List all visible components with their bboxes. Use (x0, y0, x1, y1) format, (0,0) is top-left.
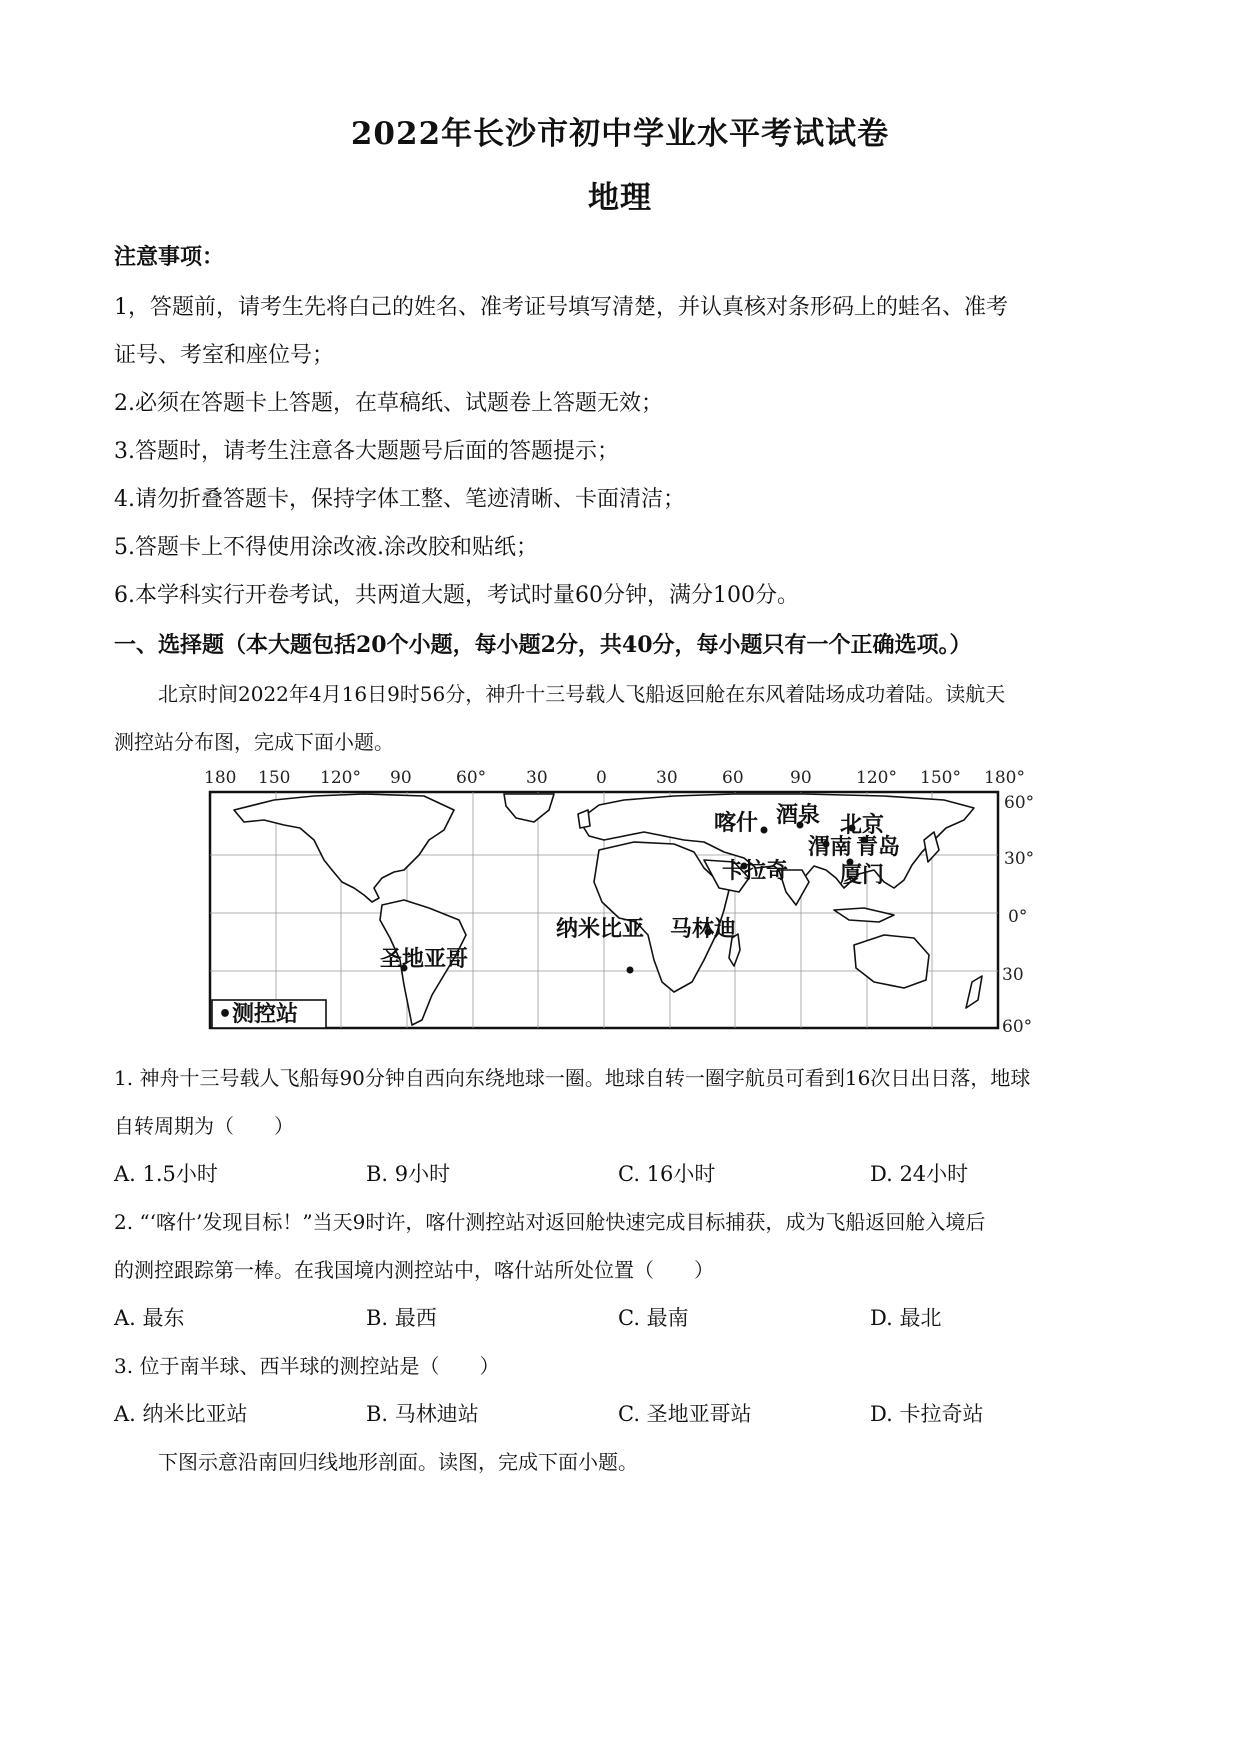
map-lon-label: 180° (984, 770, 1025, 788)
map-lat-label: 0° (1008, 907, 1028, 927)
exam-title: 2022年长沙市初中学业水平考试试卷 (350, 116, 890, 152)
station-label-namibia: 纳米比亚 (556, 917, 645, 942)
question-3-line: 3. 位于南半球、西半球的测控站是（ ） (114, 1354, 500, 1378)
question-1-line: 1. 神舟十三号载人飞船每90分钟自西向东绕地球一圈。地球自转一圈字航员可看到16次日出日落，地球 (114, 1066, 1031, 1090)
map-lon-label: 120° (856, 770, 897, 788)
q1-option-d[interactable]: D. 24小时 (870, 1162, 969, 1186)
question-2-line: 的测控跟踪第一棒。在我国境内测控站中，喀什站所处位置（ ） (114, 1258, 714, 1282)
q3-option-a[interactable]: A. 纳米比亚站 (114, 1402, 248, 1426)
map-lon-label: 150 (258, 770, 291, 788)
notice-item: 1，答题前，请考生先将白己的姓名、准考证号填写清楚，并认真核对条形码上的蛙名、准考 (114, 295, 1009, 320)
q2-option-d[interactable]: D. 最北 (870, 1306, 942, 1330)
q1-option-b[interactable]: B. 9小时 (366, 1162, 451, 1186)
notice-item: 6.本学科实行开卷考试，共两道大题，考试时量60分钟，满分100分。 (114, 583, 799, 608)
station-label-kashi: 喀什 (714, 811, 759, 836)
notice-heading: 注意事项： (114, 244, 225, 270)
station-label-weinan: 渭南 (808, 835, 853, 860)
british-isles (578, 810, 590, 828)
map-legend: •测控站 (218, 1002, 299, 1027)
map-lon-label: 30 (656, 770, 678, 788)
north-america (234, 794, 454, 902)
q2-option-a[interactable]: A. 最东 (114, 1306, 185, 1330)
q2-option-b[interactable]: B. 最西 (366, 1306, 437, 1330)
station-label-karachi: 卡拉奇 (722, 859, 789, 884)
map-lon-label: 90 (390, 770, 412, 788)
map-lon-label: 30 (526, 770, 548, 788)
station-dot-kashi (761, 827, 768, 834)
station-label-jiuquan: 酒泉 (776, 803, 821, 828)
map-lat-label: 60° (1004, 793, 1035, 813)
map-lon-label: 0 (596, 770, 607, 788)
notice-item: 3.答题时，请考生注意各大题题号后面的答题提示； (114, 439, 619, 464)
section-intro: 测控站分布图，完成下面小题。 (114, 730, 394, 754)
new-zealand (966, 976, 982, 1008)
station-label-santiago: 圣地亚哥 (380, 947, 469, 972)
map-lat-label: 30 (1002, 965, 1024, 985)
map-lat-label: 60° (1002, 1017, 1033, 1037)
question-2-line: 2. “‘喀什’发现目标！”当天9时许，喀什测控站对返回舱快速完成目标捕获，成为飞船返回舱入境后 (114, 1210, 986, 1234)
station-label-xiamen: 厦门 (840, 863, 885, 888)
world-map (204, 770, 1044, 1040)
map-lon-label: 120° (320, 770, 361, 788)
tracking-station-map (204, 770, 1044, 1040)
map-lon-label: 90 (790, 770, 812, 788)
notice-item: 5.答题卡上不得使用涂改液.涂改胶和贴纸； (114, 535, 538, 560)
notice-item: 2.必须在答题卡上答题，在草稿纸、试题卷上答题无效； (114, 391, 663, 416)
q1-option-a[interactable]: A. 1.5小时 (114, 1162, 218, 1186)
next-section-intro: 下图示意沿南回归线地形剖面。读图，完成下面小题。 (158, 1450, 638, 1474)
map-lat-label: 30° (1004, 849, 1035, 869)
australia (854, 935, 929, 988)
map-lon-label: 60° (456, 770, 487, 788)
q3-option-d[interactable]: D. 卡拉奇站 (870, 1402, 984, 1426)
q1-option-c[interactable]: C. 16小时 (618, 1162, 716, 1186)
section-heading: 一、选择题（本大题包括20个小题，每小题2分，共40分，每小题只有一个正确选项。） (114, 632, 972, 658)
q2-option-c[interactable]: C. 最南 (618, 1306, 689, 1330)
station-label-beijing: 北京 (840, 813, 885, 838)
map-lon-label: 60 (722, 770, 744, 788)
notice-item: 证号、考室和座位号； (114, 343, 335, 368)
map-lon-label: 180 (204, 770, 237, 788)
q3-option-b[interactable]: B. 马林迪站 (366, 1402, 479, 1426)
question-1-line: 自转周期为（ ） (114, 1114, 294, 1138)
greenland (504, 794, 554, 822)
station-label-malindi: 马林迪 (670, 917, 737, 942)
station-label-qingdao: 青岛 (856, 835, 901, 860)
notice-item: 4.请勿折叠答题卡，保持字体工整、笔迹清晰、卡面清洁； (114, 487, 685, 512)
section-intro: 北京时间2022年4月16日9时56分，神升十三号载人飞船返回舱在东风着陆场成功着陆。读航天 (158, 682, 1006, 706)
subject-title: 地理 (588, 180, 652, 216)
indonesia (834, 908, 894, 922)
q3-option-c[interactable]: C. 圣地亚哥站 (618, 1402, 752, 1426)
map-lon-label: 150° (920, 770, 961, 788)
station-dot-namibia (627, 967, 634, 974)
